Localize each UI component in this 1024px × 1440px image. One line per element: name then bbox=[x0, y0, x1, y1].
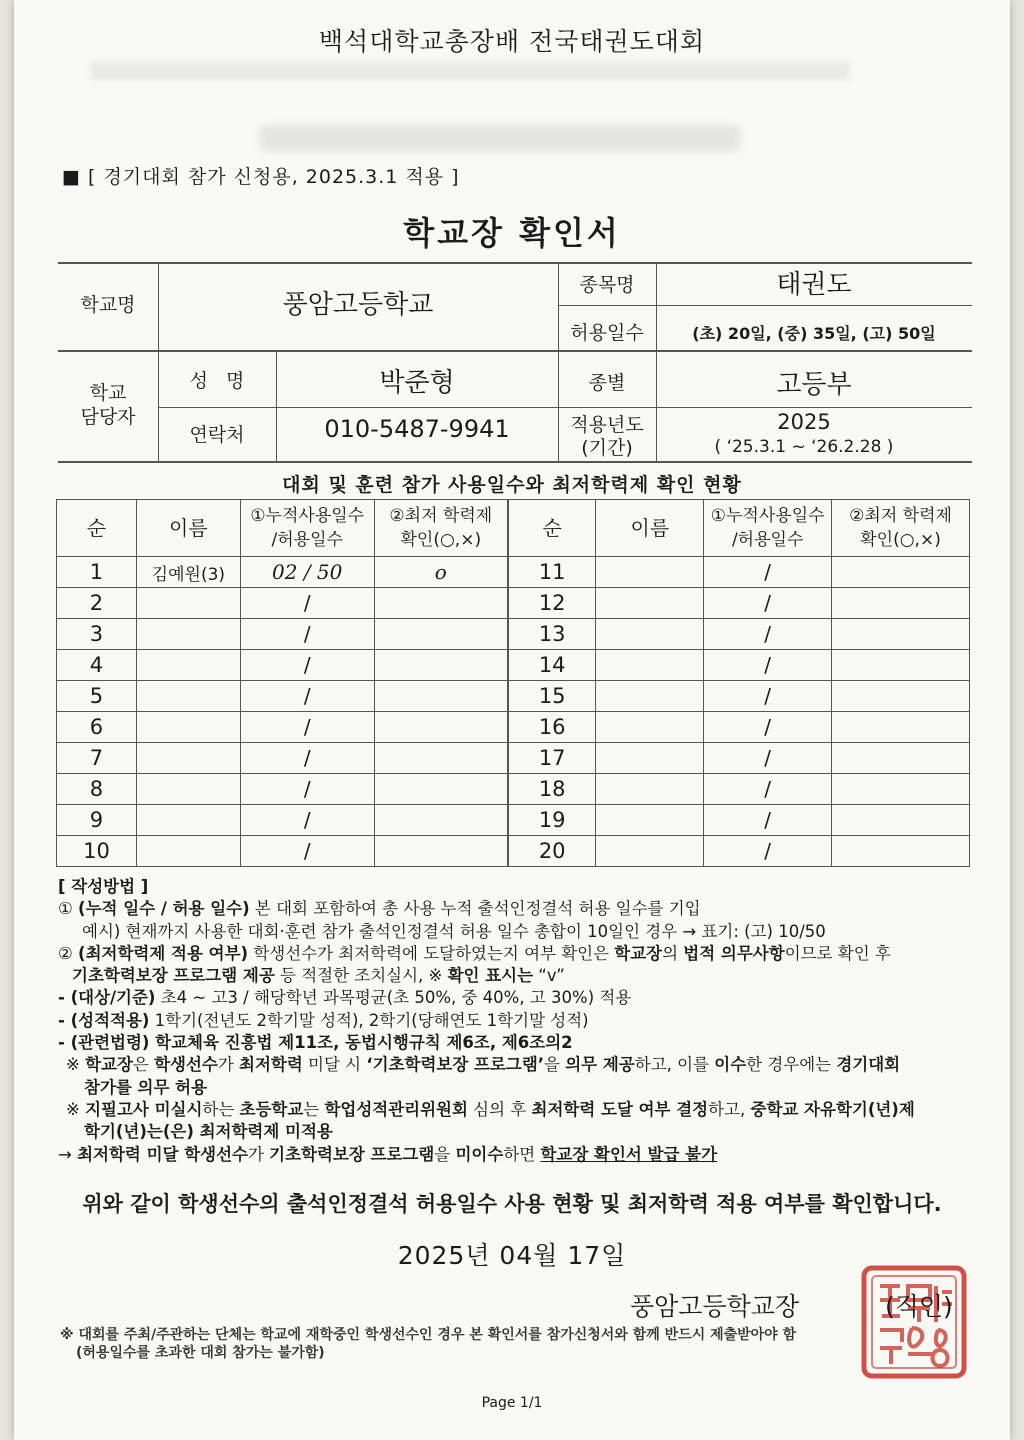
bleed-through-text bbox=[90, 62, 850, 80]
note-8 bbox=[58, 1144, 978, 1166]
n6h: ‘기초학력보장 프로그램’ bbox=[366, 1055, 545, 1075]
check-cell bbox=[832, 836, 970, 867]
event-title: 백석대학교총장배 전국태권도대회 bbox=[318, 27, 706, 56]
table-row bbox=[57, 743, 970, 774]
signer-name: 풍암고등학교장 bbox=[630, 1292, 800, 1321]
student-name-cell bbox=[136, 588, 240, 619]
apply-note: ■ [ 경기대회 참가 신청용, 2025.3.1 적용 ] bbox=[62, 166, 460, 188]
footnote bbox=[60, 1326, 796, 1362]
year-label-1: 적용년도 bbox=[570, 414, 644, 436]
row-no: 6 bbox=[57, 712, 137, 743]
student-name-cell bbox=[136, 836, 240, 867]
student-name-cell bbox=[596, 743, 704, 774]
table-row bbox=[57, 650, 970, 681]
days-cell: / bbox=[704, 774, 832, 805]
check-cell bbox=[374, 681, 508, 712]
n8g: 하면 bbox=[503, 1144, 541, 1164]
issue-date: 2025년 04월 17일 bbox=[397, 1241, 627, 1270]
days-cell: / bbox=[240, 774, 374, 805]
check-cell bbox=[832, 681, 970, 712]
student-name-cell bbox=[596, 836, 704, 867]
check-cell bbox=[374, 836, 508, 867]
roster-header-row bbox=[57, 500, 970, 557]
division-label: 종별 bbox=[588, 372, 626, 394]
n6j: 의무 제공 bbox=[565, 1055, 635, 1075]
days-cell: / bbox=[704, 619, 832, 650]
n6d: 학생선수 bbox=[154, 1055, 218, 1075]
note-3-text: 초4 ~ 고3 / 해당학년 과목평균(초 50%, 중 40%, 고 30%) 적용 bbox=[155, 988, 632, 1008]
event-label: 종목명 bbox=[579, 274, 635, 296]
row-no: 7 bbox=[57, 743, 137, 774]
check-cell bbox=[374, 650, 508, 681]
n8h: 학교장 확인서 발급 불가 bbox=[540, 1144, 718, 1164]
note-3-bold: - (대상/기준) bbox=[58, 988, 156, 1008]
days-cell: / bbox=[240, 712, 374, 743]
row-no: 2 bbox=[57, 588, 137, 619]
footnote-line1: ※ 대회를 주최/주관하는 단체는 학교에 재학중인 학생선수인 경우 본 확인서를 참가신청서와 함께 반드시 제출받아야 함 bbox=[60, 1327, 797, 1343]
student-name-cell bbox=[596, 805, 704, 836]
student-name-cell bbox=[136, 774, 240, 805]
n8b: 최저학력 미달 학생선수 bbox=[77, 1144, 248, 1164]
student-name-cell bbox=[596, 588, 704, 619]
check-cell bbox=[832, 774, 970, 805]
check-cell bbox=[832, 712, 970, 743]
n7b: 지필고사 미실시 bbox=[85, 1099, 203, 1119]
header-days-line2: /허용일수 bbox=[271, 530, 343, 550]
n8d: 기초학력보장 프로그램 bbox=[269, 1144, 435, 1164]
note-2-text2: 의 bbox=[662, 943, 684, 963]
n7i: 하고, bbox=[708, 1099, 751, 1119]
table-row bbox=[57, 712, 970, 743]
writing-instructions bbox=[58, 876, 978, 1166]
note-2-bold: (최저학력제 적용 여부) bbox=[78, 943, 249, 963]
school-value: 풍암고등학교 bbox=[282, 290, 434, 320]
n6i: 을 bbox=[544, 1055, 566, 1075]
row-no: 18 bbox=[508, 774, 596, 805]
year-label-2: (기간) bbox=[581, 437, 633, 459]
note-4-bold: - (성적적용) bbox=[58, 1010, 150, 1030]
note-2-bold2: 학교장 bbox=[614, 943, 663, 963]
row-no: 11 bbox=[508, 557, 596, 588]
row-no: 10 bbox=[57, 836, 137, 867]
header-name-right: 이름 bbox=[596, 500, 704, 557]
allowed-days-label: 허용일수 bbox=[570, 322, 644, 344]
row-no: 13 bbox=[508, 619, 596, 650]
note-2-line2-text2: “v” bbox=[533, 966, 565, 986]
n6f: 최저학력 bbox=[239, 1055, 303, 1075]
note-2-line2-text: 등 적절한 조치실시, ※ bbox=[274, 966, 448, 986]
manager-label-2: 담당자 bbox=[80, 406, 136, 428]
section-title: 대회 및 훈련 참가 사용일수와 최저학력제 확인 현황 bbox=[282, 474, 742, 496]
note-6 bbox=[58, 1054, 978, 1076]
n8a: → bbox=[58, 1144, 78, 1164]
contact-label: 연락처 bbox=[189, 424, 245, 446]
n7f: 학업성적관리위원회 bbox=[324, 1099, 468, 1119]
n6e: 가 bbox=[217, 1055, 240, 1075]
year-value: 2025 bbox=[777, 410, 831, 434]
name-label: 성 명 bbox=[189, 370, 245, 392]
note-6-line2: 참가를 의무 허용 bbox=[84, 1077, 208, 1097]
n7d: 초등학교 bbox=[239, 1099, 304, 1119]
days-cell: 02 / 50 bbox=[240, 557, 374, 588]
n8f: 미이수 bbox=[455, 1144, 504, 1164]
seal-label: (직인) bbox=[885, 1292, 953, 1321]
days-cell: / bbox=[704, 557, 832, 588]
event-value: 태권도 bbox=[776, 270, 852, 300]
row-no: 20 bbox=[508, 836, 596, 867]
note-2-line2-bold: 기초학력보장 프로그램 제공 bbox=[72, 966, 275, 986]
division-value: 고등부 bbox=[776, 370, 852, 400]
bleed-through-title bbox=[260, 125, 740, 151]
header-no-right: 순 bbox=[508, 500, 596, 557]
row-no: 16 bbox=[508, 712, 596, 743]
header-days-line1: ①누적사용일수 bbox=[250, 506, 365, 526]
student-name-cell bbox=[596, 681, 704, 712]
header-check-right bbox=[832, 500, 970, 557]
document-title: 학교장 확인서 bbox=[403, 214, 621, 252]
row-no: 8 bbox=[57, 774, 137, 805]
note-5: - (관련법령) 학교체육 진흥법 제11조, 동법시행규칙 제6조, 제6조의2 bbox=[58, 1033, 573, 1053]
header-name: 이름 bbox=[136, 500, 240, 557]
n6n: 경기대회 bbox=[836, 1055, 901, 1075]
manager-label-1: 학교 bbox=[89, 382, 127, 404]
days-cell: / bbox=[240, 588, 374, 619]
note-4 bbox=[58, 1010, 978, 1032]
note-1-example: 예시) 현재까지 사용한 대회·훈련 참가 출석인정결석 허용 일수 총합이 10일인 경우 → 표기: (고) 10/50 bbox=[82, 921, 826, 941]
student-name-cell bbox=[136, 712, 240, 743]
manager-name-value: 박준형 bbox=[379, 368, 455, 398]
header-days-right bbox=[704, 500, 832, 557]
table-row bbox=[57, 805, 970, 836]
roster-table bbox=[56, 499, 970, 867]
confirmation-statement: 위와 같이 학생선수의 출석인정결석 허용일수 사용 현황 및 최저학력 적용 여부를 확인합니다. bbox=[82, 1192, 942, 1216]
note-2-text3: 이므로 확인 후 bbox=[784, 943, 891, 963]
days-cell: / bbox=[704, 836, 832, 867]
footnote-line2: (허용일수를 초과한 대회 참가는 불가함) bbox=[76, 1345, 325, 1361]
days-cell: / bbox=[704, 681, 832, 712]
student-name-cell bbox=[136, 743, 240, 774]
n6m: 한 경우에는 bbox=[746, 1055, 837, 1075]
days-cell: / bbox=[240, 619, 374, 650]
note-1-mark: ① bbox=[58, 899, 73, 919]
days-cell: / bbox=[704, 743, 832, 774]
n7j: 중학교 자유학기(년)제 bbox=[750, 1099, 915, 1119]
table-row bbox=[57, 681, 970, 712]
notes-heading: [ 작성방법 ] bbox=[58, 877, 149, 896]
row-no: 9 bbox=[57, 805, 137, 836]
table-row bbox=[57, 588, 970, 619]
check-cell bbox=[374, 619, 508, 650]
table-row bbox=[57, 619, 970, 650]
note-2 bbox=[58, 943, 978, 965]
header-check-line1: ②최저 학력제 bbox=[389, 506, 493, 526]
check-cell bbox=[374, 712, 508, 743]
note-3 bbox=[58, 987, 978, 1009]
note-4-text: 1학기(전년도 2학기말 성적), 2학기(당해연도 1학기말 성적) bbox=[149, 1010, 589, 1030]
n6c: 은 bbox=[132, 1055, 155, 1075]
student-name-cell bbox=[596, 650, 704, 681]
n7e: 는 bbox=[303, 1099, 325, 1119]
note-2-bold3: 법적 의무사항 bbox=[683, 943, 785, 963]
header-check-line2: 확인(○,×) bbox=[400, 530, 482, 550]
days-cell: / bbox=[240, 650, 374, 681]
student-name-cell: 김예원(3) bbox=[136, 557, 240, 588]
days-cell: / bbox=[704, 712, 832, 743]
check-cell bbox=[374, 743, 508, 774]
note-2-text: 학생선수가 최저학력에 도달하였는지 여부 확인은 bbox=[248, 943, 615, 963]
check-cell bbox=[832, 805, 970, 836]
days-cell: / bbox=[240, 681, 374, 712]
n7h: 최저학력 도달 여부 결정 bbox=[531, 1099, 709, 1119]
student-name-cell bbox=[136, 650, 240, 681]
contact-value: 010-5487-9941 bbox=[324, 415, 510, 443]
student-name-cell bbox=[136, 681, 240, 712]
row-no: 14 bbox=[508, 650, 596, 681]
n8c: 가 bbox=[247, 1144, 270, 1164]
student-name-cell bbox=[596, 774, 704, 805]
check-cell bbox=[374, 588, 508, 619]
row-no: 15 bbox=[508, 681, 596, 712]
check-cell bbox=[374, 774, 508, 805]
header-days-right-line1: ①누적사용일수 bbox=[710, 506, 825, 526]
row-no: 3 bbox=[57, 619, 137, 650]
n7g: 심의 후 bbox=[467, 1099, 532, 1119]
table-row bbox=[57, 774, 970, 805]
check-cell: o bbox=[374, 557, 508, 588]
note-1-text: 본 대회 포함하여 총 사용 누적 출석인정결석 허용 일수를 기입 bbox=[249, 899, 701, 919]
note-2-mark: ② bbox=[58, 943, 73, 963]
note-2-line2-bold2: 확인 표시는 bbox=[447, 966, 534, 986]
check-cell bbox=[374, 805, 508, 836]
check-cell bbox=[832, 557, 970, 588]
row-no: 17 bbox=[508, 743, 596, 774]
table-row bbox=[57, 557, 970, 588]
header-days bbox=[240, 500, 374, 557]
school-label: 학교명 bbox=[80, 294, 136, 316]
n6l: 이수 bbox=[714, 1055, 747, 1075]
n6k: 하고, 이를 bbox=[634, 1055, 715, 1075]
header-check bbox=[374, 500, 508, 557]
student-name-cell bbox=[136, 805, 240, 836]
page-number: Page 1/1 bbox=[481, 1395, 543, 1411]
header-no: 순 bbox=[57, 500, 137, 557]
row-no: 12 bbox=[508, 588, 596, 619]
check-cell bbox=[832, 743, 970, 774]
n7c: 하는 bbox=[202, 1099, 240, 1119]
days-cell: / bbox=[240, 805, 374, 836]
n6g: 미달 시 bbox=[302, 1055, 367, 1075]
header-check-right-line1: ②최저 학력제 bbox=[849, 506, 952, 526]
header-check-right-line2: 확인(○,×) bbox=[860, 530, 941, 550]
student-name-cell bbox=[596, 712, 704, 743]
check-cell bbox=[832, 650, 970, 681]
row-no: 1 bbox=[57, 557, 137, 588]
days-cell: / bbox=[240, 836, 374, 867]
allowed-days-value: (초) 20일, (중) 35일, (고) 50일 bbox=[692, 324, 936, 343]
note-7 bbox=[58, 1099, 978, 1121]
note-7-line2: 학기(년)는(은) 최저학력제 미적용 bbox=[84, 1122, 333, 1142]
student-name-cell bbox=[596, 557, 704, 588]
n6a: ※ bbox=[66, 1055, 86, 1075]
days-cell: / bbox=[240, 743, 374, 774]
days-cell: / bbox=[704, 805, 832, 836]
days-cell: / bbox=[704, 650, 832, 681]
days-cell: / bbox=[704, 588, 832, 619]
note-2-line2 bbox=[58, 965, 978, 987]
n7a: ※ bbox=[66, 1099, 86, 1119]
row-no: 5 bbox=[57, 681, 137, 712]
table-row bbox=[57, 836, 970, 867]
check-cell bbox=[832, 619, 970, 650]
row-no: 4 bbox=[57, 650, 137, 681]
check-cell bbox=[832, 588, 970, 619]
period-value: ( ‘25.3.1 ~ ‘26.2.28 ) bbox=[714, 437, 894, 457]
header-days-right-line2: /허용일수 bbox=[731, 530, 804, 550]
note-1-bold: (누적 일수 / 허용 일수) bbox=[78, 899, 250, 919]
student-name-cell bbox=[136, 619, 240, 650]
note-1 bbox=[58, 898, 978, 920]
n6b: 학교장 bbox=[85, 1055, 133, 1075]
n8e: 을 bbox=[434, 1144, 456, 1164]
student-name-cell bbox=[596, 619, 704, 650]
row-no: 19 bbox=[508, 805, 596, 836]
